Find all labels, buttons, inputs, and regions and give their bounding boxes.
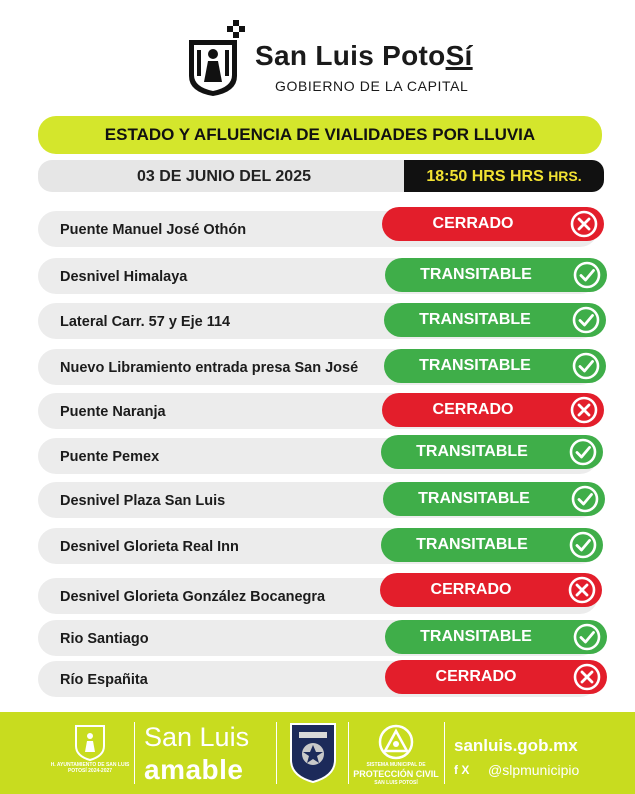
footer-divider [276, 722, 277, 784]
coat-of-arms-logo [187, 20, 245, 98]
pc-line3: SAN LUIS POTOSÍ [374, 780, 418, 786]
road-name: Desnivel Glorieta González Bocanegra [60, 589, 326, 605]
status-label: CERRADO [432, 215, 514, 232]
status-badge-closed [382, 393, 604, 427]
brand-subtitle: GOBIERNO DE LA CAPITAL [275, 78, 469, 94]
footer-divider [444, 722, 445, 784]
status-badge-open [383, 482, 605, 516]
footer-divider [134, 722, 135, 784]
status-label: TRANSITABLE [419, 357, 531, 374]
road-name: Puente Naranja [60, 404, 166, 420]
check-circle-icon [569, 438, 597, 466]
pc-line2: PROTECCIÓN CIVIL [353, 769, 439, 779]
status-label: CERRADO [430, 581, 512, 598]
status-badge-open [381, 435, 603, 469]
header [0, 0, 635, 110]
footer-divider [348, 722, 349, 784]
brand-title: San Luis PotoSí [255, 40, 473, 71]
status-badge-open [384, 303, 606, 337]
pc-line1: SISTEMA MUNICIPAL DE [366, 762, 426, 768]
road-name: Puente Pemex [60, 449, 160, 465]
x-circle-icon [573, 663, 601, 691]
status-badge-open [385, 258, 607, 292]
check-circle-icon [569, 531, 597, 559]
footer [0, 712, 635, 794]
date-label: 03 DE JUNIO DEL 2025 [38, 160, 410, 192]
road-name: Desnivel Himalaya [60, 269, 188, 285]
civil-protection-icon [378, 724, 414, 760]
status-label: CERRADO [432, 401, 514, 418]
status-label: CERRADO [435, 668, 517, 685]
time-label: 18:50 HRS HRS HRS. [404, 160, 604, 192]
road-name: Rio Santiago [60, 631, 149, 647]
status-badge-closed [385, 660, 607, 694]
status-label: TRANSITABLE [418, 490, 530, 507]
x-circle-icon [570, 210, 598, 238]
x-circle-icon [568, 576, 596, 604]
road-name: Desnivel Plaza San Luis [60, 493, 226, 509]
website-link[interactable]: sanluis.gob.mx [454, 736, 578, 755]
road-name: Lateral Carr. 57 y Eje 114 [60, 314, 231, 330]
road-name: Desnivel Glorieta Real Inn [60, 539, 239, 555]
slogan-line2: amable [144, 754, 244, 785]
check-circle-icon [573, 623, 601, 651]
check-circle-icon [573, 261, 601, 289]
social-handle[interactable]: @slpmunicipio [488, 762, 580, 778]
slogan-line1: San Luis [144, 722, 250, 752]
ayuntamiento-crest-icon [74, 722, 106, 762]
status-badge-closed [380, 573, 602, 607]
status-badge-open [381, 528, 603, 562]
road-name: Río Españita [60, 672, 148, 688]
ayuntamiento-text: H. AYUNTAMIENTO DE SAN LUIS POTOSÍ 2024-2027 [50, 762, 130, 774]
status-badge-open [385, 620, 607, 654]
social-icons[interactable]: f X [454, 763, 470, 777]
check-circle-icon [572, 306, 600, 334]
status-label: TRANSITABLE [420, 628, 532, 645]
page-title: ESTADO Y AFLUENCIA DE VIALIDADES POR LLUVIA [38, 116, 602, 154]
check-circle-icon [572, 352, 600, 380]
x-circle-icon [570, 396, 598, 424]
status-badge-open [384, 349, 606, 383]
status-badge-closed [382, 207, 604, 241]
road-name: Puente Manuel José Othón [60, 222, 247, 238]
status-label: TRANSITABLE [420, 266, 532, 283]
status-label: TRANSITABLE [419, 311, 531, 328]
check-circle-icon [571, 485, 599, 513]
road-name: Nuevo Libramiento entrada presa San José [60, 360, 359, 376]
status-label: TRANSITABLE [416, 536, 528, 553]
status-label: TRANSITABLE [416, 443, 528, 460]
police-badge-icon [287, 720, 339, 784]
